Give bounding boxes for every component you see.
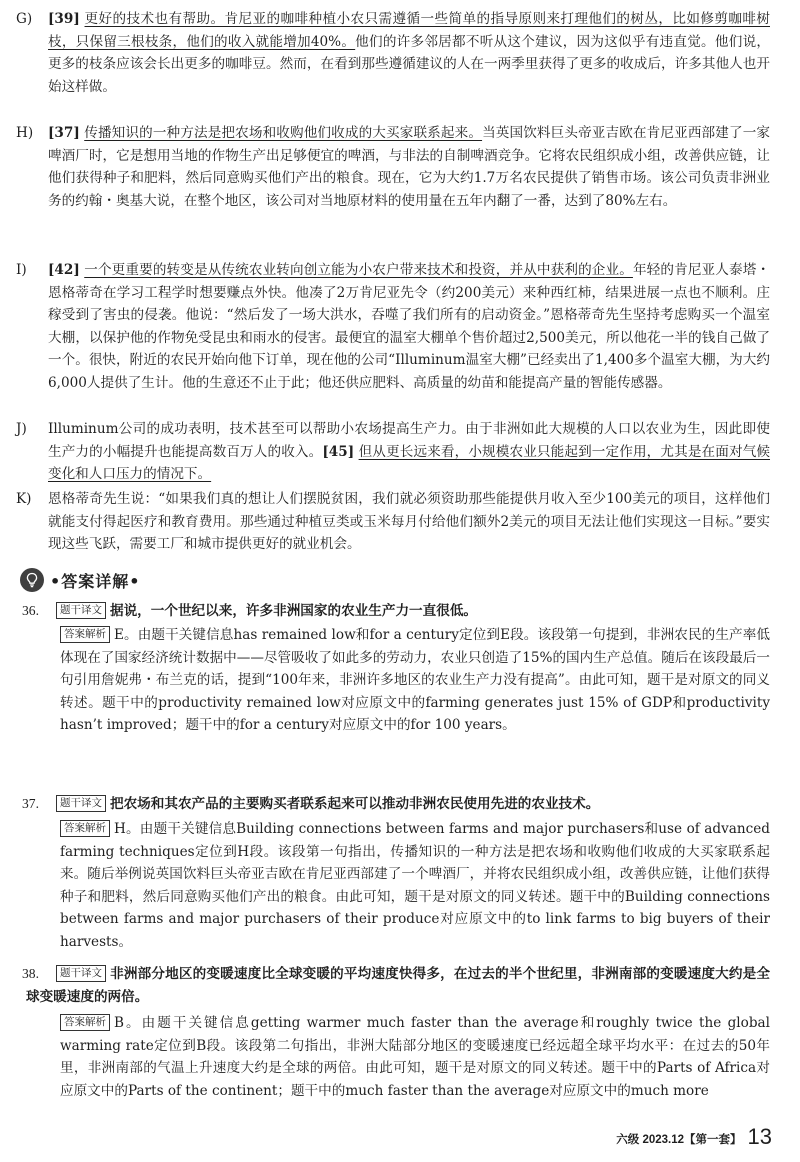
underlined-sentence: 传播知识的一种方法是把农场和收购他们收成的大买家联系起来。 [84, 125, 483, 141]
question-38 [22, 963, 770, 1008]
answer-section-heading [20, 565, 140, 595]
issue-label: 六级 2023.12【第一套】 [616, 1134, 742, 1146]
question-number: 38. [22, 966, 39, 981]
question-tag: [42] [48, 262, 80, 278]
paragraph-k [16, 488, 770, 556]
page-number: 13 [747, 1124, 772, 1149]
question-number: 37. [22, 796, 39, 811]
underlined-sentence: 一个更重要的转变是从传统农业转向创立能为小农户带来技术和投资，并从中获利的企业。 [84, 262, 633, 278]
analysis-36 [60, 624, 770, 737]
question-37 [22, 793, 770, 816]
translation-box-label: 题干译文 [56, 602, 106, 619]
paragraph-label: J) [16, 421, 27, 437]
page-footer [616, 1124, 772, 1150]
question-number: 36. [22, 603, 39, 618]
translation-box-label: 题干译文 [56, 795, 106, 812]
analysis-38 [60, 1012, 770, 1102]
paragraph-text: 恩格蒂奇先生说：“如果我们真的想让人们摆脱贫困，我们就必须资助那些能提供月收入至少100美元的项目，这样他们就能支付得起医疗和教育费用。那些通过种植豆类或玉米每月付给他们额外2美元的项目无法让他们实现这一目标。”要实现这些飞跃，需要工厂和城市提供更好的就业机会。 [48, 491, 770, 552]
analysis-box-label: 答案解析 [60, 820, 110, 837]
analysis-text: E。由题干关键信息has remained low和for a century定位到E段。该段第一句提到，非洲农民的生产率低体现在了国家经济统计数据中——尽管吸收了如此多的劳动力，农业只创造了15%的国内生产总值。随后在该段最后一句引用詹妮弗・布兰克的话，提到“100年来，非洲许多地区的农业生产力没有提高”。由此可知，题干是对原文的同义转述。题干中的productivity remained low对应原文中的farming generates just 15% of GDP和productivity hasn’t improved；题干中的for a century对应原文中的for 100 years。 [60, 627, 770, 733]
paragraph-i [16, 259, 771, 394]
paragraph-h [16, 122, 771, 212]
analysis-box-label: 答案解析 [60, 1014, 110, 1031]
question-tag: [37] [48, 125, 80, 141]
analysis-37 [60, 818, 770, 953]
analysis-text: H。由题干关键信息Building connections between farms and major purchasers和use of advanced farming techniques定位到H段。该段第一句指出，传播知识的一种方法是把农场和收购他们收成的大买家联系起来。随后举例说英国饮料巨头帝亚吉欧在肯尼亚西部建了一个啤酒厂，并将农民组织成小组，改善供应链，让他们获得种子和肥料，然后同意购买他们产出的粮食。由此可知，题干是对原文的同义转述。题干中的Building connections between farms and major purchasers of their produce对应原文中的to link farms to big buyers of their harvests。 [60, 821, 770, 950]
question-translation: 把农场和其农产品的主要购买者联系起来可以推动非洲农民使用先进的农业技术。 [110, 796, 600, 812]
paragraph-label: I) [16, 262, 27, 278]
paragraph-label: G) [16, 11, 33, 27]
translation-box-label: 题干译文 [56, 965, 106, 982]
paragraph-label: H) [16, 125, 34, 141]
question-tag: [45] [322, 443, 355, 460]
paragraph-text: 当英国饮料巨头帝亚吉欧在肯尼亚西部建了一家啤酒厂时，它是想用当地的作物生产出足够便宜的啤酒，与非法的自制啤酒竞争。它将农民组织成小组，改善供应链，让他们获得种子和肥料，然后同意购买他们产出的粮食。现在，它为大约1.7万名农民提供了销售市场。该公司负责非洲业务的约翰・奥基大说，在整个地区，该公司对当地原材料的使用量在五年内翻了一番，达到了80%左右。 [48, 125, 771, 209]
analysis-box-label: 答案解析 [60, 626, 110, 643]
paragraph-j [16, 418, 771, 486]
lightbulb-icon [20, 568, 44, 592]
underlined-sentence: 但从更长远来看，小规模农业只能起到一定作用，尤其是在面对气候变化和人口压力的情况下。 [48, 443, 771, 482]
question-translation: 非洲部分地区的变暖速度比全球变暖的平均速度快得多，在过去的半个世纪里，非洲南部的变暖速度大约是全球变暖速度的两倍。 [26, 966, 770, 1005]
underlined-sentence: 更好的技术也有帮助。肯尼亚的咖啡种植小农只需遵循一些简单的指导原则来打理他们的树丛，比如修剪咖啡树枝，只保留三根枝条，他们的收入就能增加40%。 [48, 11, 770, 50]
paragraph-text: 年轻的肯尼亚人泰塔・恩格蒂奇在学习工程学时想要赚点外快。他凑了2万肯尼亚先令（约200美元）来种西红柿，结果进展一点也不顺利。庄稼受到了害虫的侵袭。他说：“然后发了一场大洪水，吞噬了我们所有的启动资金。”恩格蒂奇先生坚持考虑购买一个温室大棚，以保护他的作物免受昆虫和雨水的侵害。最便宜的温室大棚单个售价超过2,500美元，所以他花一半的钱自己做了一个。很快，附近的农民开始向他下订单，现在他的公司“Illuminum温室大棚”已经卖出了1,400多个温室大棚，为大约6,000人提供了生计。他的生意还不止于此；他还供应肥料、高质量的幼苗和能提高产量的智能传感器。 [48, 262, 771, 391]
question-translation: 据说，一个世纪以来，许多非洲国家的农业生产力一直很低。 [110, 603, 478, 619]
paragraph-label: K) [16, 491, 32, 507]
analysis-text: B。由题干关键信息getting warmer much faster than the average和roughly twice the global warming rate定位到B段。该段第二句指出，非洲大陆部分地区的变暖速度已经远超全球平均水平：在过去的50年里，非洲南部的气温上升速度大约是全球的两倍。由此可知，题干是对原文的同义转述。题干中的Parts of Africa对应原文中的Parts of the continent；题干中的much faster than the average对应原文中的much more [60, 1015, 770, 1099]
question-36 [22, 600, 770, 623]
paragraph-text: 他们的许多邻居都不听从这个建议，因为这似乎有违直觉。他们说，更多的枝条应该会长出更多的咖啡豆。然而，在看到那些遵循建议的人在一两季里获得了更多的收成后，许多其他人也开始这样做。 [48, 33, 770, 95]
paragraph-text: Illuminum公司的成功表明，技术甚至可以帮助小农场提高生产力。由于非洲如此大规模的人口以农业为生，因此即使生产力的小幅提升也能提高数百万人的收入。 [48, 421, 770, 460]
question-tag: [39] [48, 11, 80, 27]
section-title: •答案详解• [50, 571, 141, 591]
paragraph-g [16, 8, 770, 98]
